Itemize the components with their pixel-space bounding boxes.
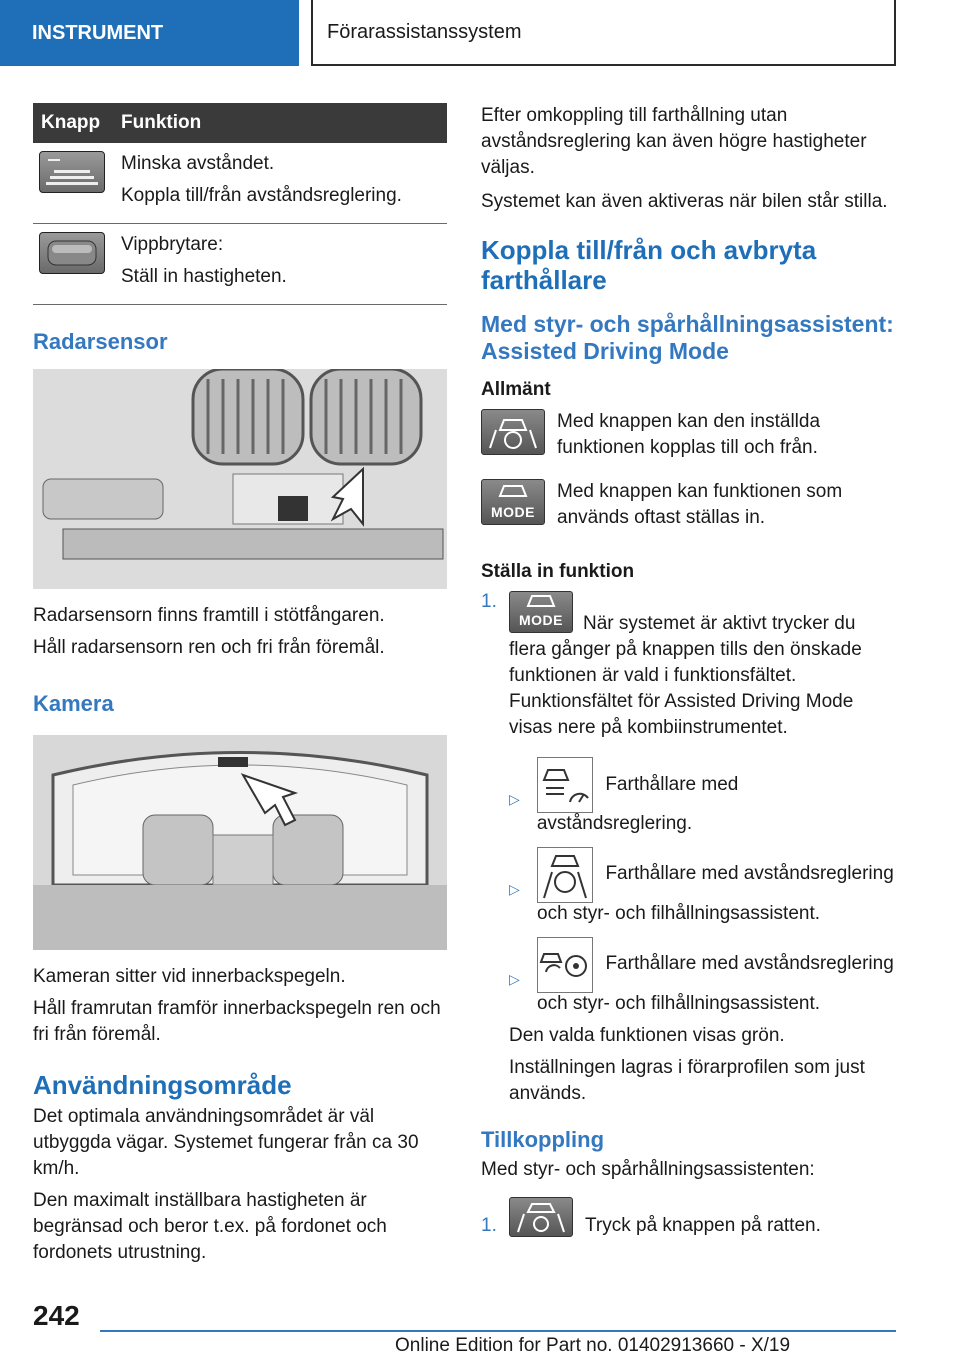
bullet-text: Farthållare med avståndsreglering.	[536, 774, 739, 834]
step-item	[481, 1197, 901, 1237]
page-number: 242	[33, 1300, 80, 1331]
button-function-table	[33, 103, 447, 305]
usage-paragraph: Den maximalt inställbara hastigheten är begränsad och beror t.ex. på fordonet och fordonets utrustning.	[33, 1190, 387, 1263]
radar-heading: Radarsensor	[33, 329, 168, 354]
radar-paragraph: Radarsensorn finns framtill i stötfångaren.	[33, 605, 385, 626]
radar-paragraph: Håll radarsensorn ren och fri från föremål.	[33, 637, 385, 658]
table-cell-text: Vippbrytare:	[121, 234, 224, 255]
general-text: Med knappen kan den inställda funktionen kopplas till och från.	[557, 411, 821, 458]
bullet-text: Farthållare med avståndsreglering och styr- och filhållningsassistent.	[537, 953, 894, 1014]
header-section-tab: INSTRUMENT	[0, 0, 299, 66]
tillkoppling-heading: Tillkoppling	[481, 1127, 605, 1152]
main-heading: Koppla till/från och avbryta farthållare	[481, 235, 817, 295]
cruise-steering-symbol-icon	[537, 937, 593, 993]
right-column	[481, 103, 901, 1237]
mode-button-icon	[509, 591, 573, 633]
intro-paragraph: Efter omkoppling till farthållning utan avståndsreglering kan även högre hastigheter väljas.	[481, 105, 867, 178]
step-text: När systemet är aktivt trycker du flera gånger på knappen tills den önskade funktionen är vald i funktionsfältet. Funktionsfältet för Assisted Driving Mode visas nere på kombiinstrumentet.	[509, 613, 862, 738]
mode-button-icon	[481, 479, 545, 525]
table-header-funktion: Funktion	[113, 103, 447, 143]
camera-photo	[33, 735, 447, 950]
after-paragraph: Inställningen lagras i förarprofilen som just används.	[509, 1057, 865, 1104]
table-header-knapp: Knapp	[33, 103, 113, 143]
footer-divider	[100, 1330, 896, 1332]
rocker-switch-icon	[39, 232, 105, 274]
bullet-item	[509, 937, 897, 1015]
intro-paragraph: Systemet kan även aktiveras när bilen står stilla.	[481, 191, 888, 212]
distance-decrease-button-icon	[39, 151, 105, 193]
camera-heading: Kamera	[33, 691, 114, 716]
bullet-triangle-icon: ▷	[509, 791, 520, 807]
bullet-text: Farthållare med avståndsreglering och styr- och filhållningsassistent.	[537, 863, 894, 924]
steering-wheel-button-icon	[509, 1197, 573, 1237]
left-column	[33, 103, 447, 1266]
footer-edition: Online Edition for Part no. 01402913660 - X/19	[395, 1335, 791, 1356]
camera-paragraph: Håll framrutan framför innerbackspegeln ren och fri från föremål.	[33, 998, 441, 1045]
general-item	[481, 409, 901, 461]
set-heading: Ställa in funktion	[481, 561, 635, 582]
table-cell-text: Koppla till/från avståndsreglering.	[121, 185, 402, 206]
step-text: Tryck på knappen på ratten.	[585, 1215, 821, 1236]
tillkoppling-intro: Med styr- och spårhållningsassistenten:	[481, 1159, 815, 1180]
steering-assist-symbol-icon	[537, 847, 593, 903]
general-text: Med knappen kan funktionen som används oftast ställas in.	[557, 481, 843, 528]
assist-button-icon	[481, 409, 545, 455]
camera-paragraph: Kameran sitter vid innerbackspegeln.	[33, 966, 346, 987]
header-chapter: Förarassistanssystem	[311, 0, 896, 66]
bullet-item	[509, 757, 897, 835]
step-number: 1.	[481, 1215, 497, 1236]
bullet-triangle-icon: ▷	[509, 971, 520, 987]
general-heading: Allmänt	[481, 379, 551, 400]
after-paragraph: Den valda funktionen visas grön.	[509, 1025, 785, 1046]
bullet-triangle-icon: ▷	[509, 881, 520, 897]
mode-label: MODE	[519, 612, 563, 628]
step-number: 1.	[481, 591, 497, 612]
table-row	[33, 143, 447, 224]
radar-sensor-photo	[33, 369, 447, 589]
usage-heading: Användningsområde	[33, 1070, 292, 1100]
mode-label: MODE	[491, 504, 535, 520]
general-item	[481, 479, 901, 531]
subheading: Med styr- och spårhållningsassistent: Assisted Driving Mode	[481, 311, 894, 364]
table-cell-text: Minska avståndet.	[121, 153, 275, 174]
usage-paragraph: Det optimala användningsområdet är väl utbyggda vägar. Systemet fungerar från ca 30 km/h.	[33, 1106, 419, 1179]
table-cell-text: Ställ in hastigheten.	[121, 266, 287, 287]
table-row	[33, 224, 447, 305]
cruise-control-symbol-icon	[537, 757, 593, 813]
bullet-item	[509, 847, 897, 925]
step-item	[481, 591, 901, 1107]
